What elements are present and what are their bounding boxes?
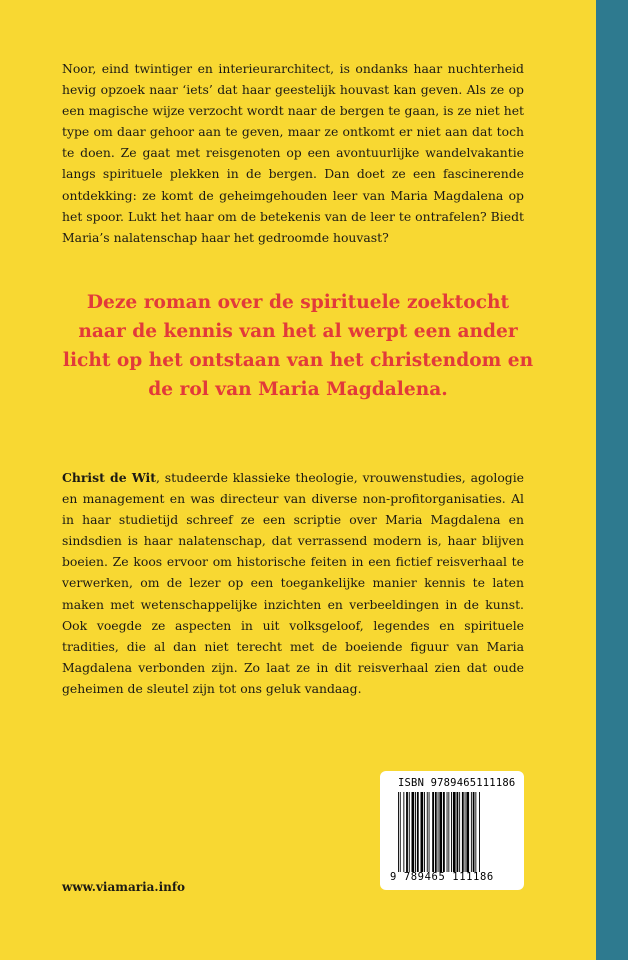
- barcode-bar: [435, 792, 437, 872]
- tagline: Deze roman over de spirituele zoektocht naar de kennis van het al werpt een ander licht op het ontstaan van het christendom en de rol van Maria Magdalena.: [62, 292, 534, 400]
- author-bio-text: , studeerde klassieke theologie, vrouwenstudies, agologie en management en was directeur van diverse non-profitorganisaties. Al in haar studietijd schreef ze een scriptie over Maria Magdalena en sindsdien is haar nalatenschap, dat verrassend modern is, haar blijven boeien. Ze koos ervoor om historische feiten in een fictief reisverhaal te verwerken, om de lezer op een toegankelijke manier kennis te laten maken met wetenschappelijke inzichten en verbeeldingen in de kunst. Ook voegde ze aspecten in uit volksgeloof, legendes en spirituele tradities, die al dan niet terecht met de boeiende figuur van Maria Magdalena verbonden zijn. Zo laat ze in dit reisverhaal zien dat oude geheimen de sleutel zijn tot ons geluk vandaag.: [62, 470, 525, 696]
- isbn-label: ISBN 9789465111186: [398, 777, 516, 789]
- website-url: www.viamaria.info: [62, 880, 186, 894]
- barcode-bar: [421, 792, 424, 872]
- barcode-bar: [479, 792, 480, 872]
- barcode-bar: [451, 792, 452, 872]
- cover-spine-edge: [596, 0, 628, 960]
- author-name: Christ de Wit: [62, 470, 156, 485]
- barcode-bar: [439, 792, 442, 872]
- barcode-bar: [459, 792, 460, 872]
- barcode-bar: [415, 792, 416, 872]
- barcode-bar: [448, 792, 449, 872]
- barcode-bar: [400, 792, 401, 872]
- barcode-bar: [465, 792, 466, 872]
- barcode-label: [380, 771, 524, 890]
- barcode-bar: [453, 792, 456, 872]
- book-blurb: Noor, eind twintiger en interieurarchitect, is ondanks haar nuchterheid hevig opzoek naar ‘iets’ dat haar geestelijk houvast kan geven. Als ze op een magische wijze verzocht wordt naar de bergen te gaan, is ze niet het type om daar gehoor aan te geven, maar ze ontkomt er niet aan dat toch te doen. Ze gaat met reisgenoten op een avontuurlijke wandelvakantie langs spirituele plekken in de bergen. Dan doet ze een fascinerende ontdekking: ze komt de geheimgehouden leer van Maria Magdalena op het spoor. Lukt het haar om de betekenis van de leer te ontrafelen? Biedt Maria’s nalatenschap haar het gedroomde houvast?: [62, 61, 524, 245]
- barcode-bar: [471, 792, 472, 872]
- barcode-bar: [417, 792, 419, 872]
- barcode-bar: [438, 792, 439, 872]
- barcode-icon: [398, 792, 506, 872]
- barcode-bar: [447, 792, 448, 872]
- barcode-bar: [424, 792, 425, 872]
- barcode-digits: 9 789465 111186: [390, 871, 494, 883]
- barcode-bar: [406, 792, 408, 872]
- barcode-bar: [429, 792, 430, 872]
- barcode-bar: [412, 792, 415, 872]
- barcode-bar: [473, 792, 475, 872]
- barcode-bar: [432, 792, 434, 872]
- barcode-bar: [475, 792, 476, 872]
- barcode-bar: [466, 792, 469, 872]
- barcode-bar: [398, 792, 399, 872]
- barcode-bar: [403, 792, 404, 872]
- author-bio: [62, 467, 524, 699]
- barcode-bar: [457, 792, 459, 872]
- barcode-bar: [409, 792, 410, 872]
- barcode-bar: [462, 792, 464, 872]
- barcode-bar: [443, 792, 445, 872]
- barcode-bar: [427, 792, 428, 872]
